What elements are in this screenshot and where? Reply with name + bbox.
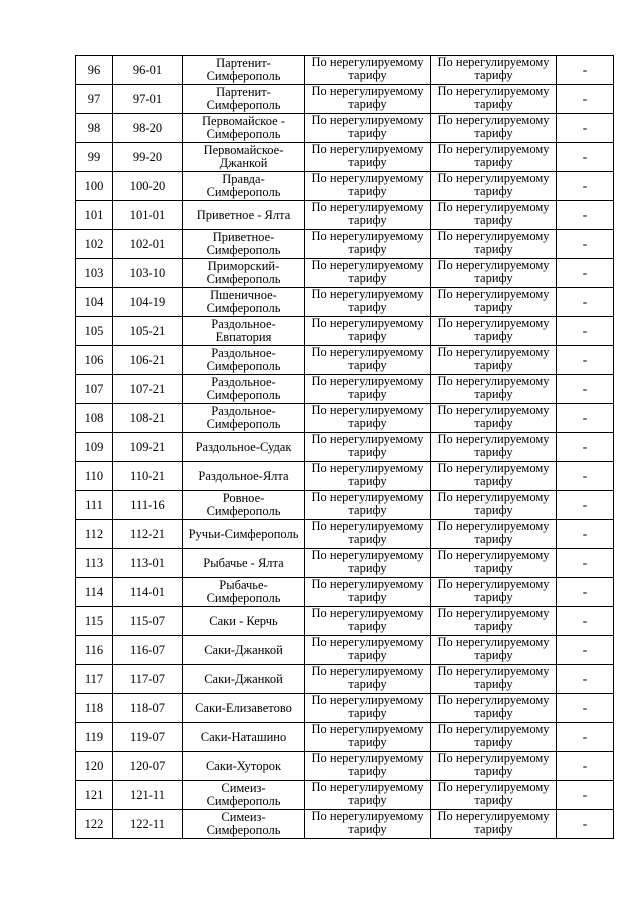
routes-table-body (76, 56, 614, 839)
tariff-2-cell: По нерегулируемому тарифу (431, 694, 557, 723)
route-name-cell: Раздольное- Евпатория (183, 317, 305, 346)
route-name-cell: Саки-Джанкой (183, 636, 305, 665)
route-code-cell: 96-01 (113, 56, 183, 85)
extra-cell: - (557, 56, 614, 85)
route-code-cell: 97-01 (113, 85, 183, 114)
extra-cell: - (557, 172, 614, 201)
route-name-cell: Рыбачье - Ялта (183, 549, 305, 578)
tariff-1-cell: По нерегулируемому тарифу (305, 636, 431, 665)
row-number-cell: 121 (76, 781, 113, 810)
row-number-cell: 96 (76, 56, 113, 85)
tariff-1-cell: По нерегулируемому тарифу (305, 578, 431, 607)
tariff-2-cell: По нерегулируемому тарифу (431, 172, 557, 201)
route-name-cell: Партенит- Симферополь (183, 85, 305, 114)
tariff-2-cell: По нерегулируемому тарифу (431, 636, 557, 665)
tariff-2-cell: По нерегулируемому тарифу (431, 85, 557, 114)
tariff-1-cell: По нерегулируемому тарифу (305, 549, 431, 578)
tariff-1-cell: По нерегулируемому тарифу (305, 114, 431, 143)
tariff-1-cell: По нерегулируемому тарифу (305, 404, 431, 433)
route-name-cell: Приветное- Симферополь (183, 230, 305, 259)
extra-cell: - (557, 375, 614, 404)
table-row (76, 85, 614, 114)
route-name-cell: Саки-Хуторок (183, 752, 305, 781)
route-name-cell: Ровное- Симферополь (183, 491, 305, 520)
table-row (76, 375, 614, 404)
route-name-cell: Раздольное-Судак (183, 433, 305, 462)
tariff-1-cell: По нерегулируемому тарифу (305, 810, 431, 839)
route-name-cell: Первомайское- Джанкой (183, 143, 305, 172)
tariff-2-cell: По нерегулируемому тарифу (431, 404, 557, 433)
extra-cell: - (557, 665, 614, 694)
extra-cell: - (557, 694, 614, 723)
tariff-2-cell: По нерегулируемому тарифу (431, 578, 557, 607)
table-row (76, 201, 614, 230)
row-number-cell: 102 (76, 230, 113, 259)
route-code-cell: 114-01 (113, 578, 183, 607)
route-code-cell: 103-10 (113, 259, 183, 288)
route-name-cell: Первомайское - Симферополь (183, 114, 305, 143)
route-name-cell: Правда- Симферополь (183, 172, 305, 201)
table-row (76, 259, 614, 288)
row-number-cell: 108 (76, 404, 113, 433)
row-number-cell: 105 (76, 317, 113, 346)
route-code-cell: 111-16 (113, 491, 183, 520)
table-row (76, 810, 614, 839)
row-number-cell: 113 (76, 549, 113, 578)
route-code-cell: 117-07 (113, 665, 183, 694)
table-row (76, 404, 614, 433)
tariff-1-cell: По нерегулируемому тарифу (305, 56, 431, 85)
route-name-cell: Партенит- Симферополь (183, 56, 305, 85)
tariff-2-cell: По нерегулируемому тарифу (431, 143, 557, 172)
route-name-cell: Симеиз- Симферополь (183, 810, 305, 839)
tariff-1-cell: По нерегулируемому тарифу (305, 346, 431, 375)
tariff-1-cell: По нерегулируемому тарифу (305, 607, 431, 636)
extra-cell: - (557, 143, 614, 172)
tariff-1-cell: По нерегулируемому тарифу (305, 317, 431, 346)
tariff-2-cell: По нерегулируемому тарифу (431, 723, 557, 752)
table-row (76, 781, 614, 810)
route-code-cell: 108-21 (113, 404, 183, 433)
route-name-cell: Ручьи-Симферополь (183, 520, 305, 549)
extra-cell: - (557, 520, 614, 549)
tariff-1-cell: По нерегулируемому тарифу (305, 259, 431, 288)
tariff-1-cell: По нерегулируемому тарифу (305, 172, 431, 201)
route-code-cell: 115-07 (113, 607, 183, 636)
row-number-cell: 97 (76, 85, 113, 114)
tariff-1-cell: По нерегулируемому тарифу (305, 491, 431, 520)
route-name-cell: Приветное - Ялта (183, 201, 305, 230)
extra-cell: - (557, 433, 614, 462)
routes-table (75, 55, 614, 839)
table-row (76, 491, 614, 520)
table-row (76, 433, 614, 462)
tariff-1-cell: По нерегулируемому тарифу (305, 433, 431, 462)
row-number-cell: 119 (76, 723, 113, 752)
tariff-2-cell: По нерегулируемому тарифу (431, 201, 557, 230)
extra-cell: - (557, 114, 614, 143)
route-name-cell: Саки - Керчь (183, 607, 305, 636)
route-code-cell: 105-21 (113, 317, 183, 346)
tariff-2-cell: По нерегулируемому тарифу (431, 56, 557, 85)
tariff-1-cell: По нерегулируемому тарифу (305, 143, 431, 172)
route-name-cell: Саки-Наташино (183, 723, 305, 752)
table-row (76, 288, 614, 317)
route-name-cell: Приморский- Симферополь (183, 259, 305, 288)
route-code-cell: 122-11 (113, 810, 183, 839)
row-number-cell: 117 (76, 665, 113, 694)
row-number-cell: 103 (76, 259, 113, 288)
table-row (76, 578, 614, 607)
row-number-cell: 114 (76, 578, 113, 607)
tariff-1-cell: По нерегулируемому тарифу (305, 230, 431, 259)
extra-cell: - (557, 723, 614, 752)
row-number-cell: 115 (76, 607, 113, 636)
row-number-cell: 109 (76, 433, 113, 462)
extra-cell: - (557, 810, 614, 839)
row-number-cell: 104 (76, 288, 113, 317)
route-code-cell: 112-21 (113, 520, 183, 549)
row-number-cell: 110 (76, 462, 113, 491)
table-row (76, 143, 614, 172)
table-row (76, 346, 614, 375)
tariff-2-cell: По нерегулируемому тарифу (431, 375, 557, 404)
table-row (76, 230, 614, 259)
table-row (76, 114, 614, 143)
route-code-cell: 99-20 (113, 143, 183, 172)
extra-cell: - (557, 607, 614, 636)
row-number-cell: 111 (76, 491, 113, 520)
tariff-2-cell: По нерегулируемому тарифу (431, 781, 557, 810)
extra-cell: - (557, 346, 614, 375)
row-number-cell: 101 (76, 201, 113, 230)
extra-cell: - (557, 491, 614, 520)
table-row (76, 665, 614, 694)
table-row (76, 694, 614, 723)
extra-cell: - (557, 85, 614, 114)
extra-cell: - (557, 404, 614, 433)
route-name-cell: Рыбачье- Симферополь (183, 578, 305, 607)
extra-cell: - (557, 317, 614, 346)
table-row (76, 607, 614, 636)
route-code-cell: 118-07 (113, 694, 183, 723)
route-code-cell: 100-20 (113, 172, 183, 201)
row-number-cell: 112 (76, 520, 113, 549)
route-name-cell: Раздольное- Симферополь (183, 404, 305, 433)
route-code-cell: 101-01 (113, 201, 183, 230)
tariff-2-cell: По нерегулируемому тарифу (431, 259, 557, 288)
table-row (76, 56, 614, 85)
route-name-cell: Пшеничное- Симферополь (183, 288, 305, 317)
tariff-2-cell: По нерегулируемому тарифу (431, 462, 557, 491)
table-row (76, 462, 614, 491)
route-name-cell: Симеиз- Симферополь (183, 781, 305, 810)
table-row (76, 752, 614, 781)
extra-cell: - (557, 230, 614, 259)
extra-cell: - (557, 752, 614, 781)
extra-cell: - (557, 259, 614, 288)
tariff-1-cell: По нерегулируемому тарифу (305, 85, 431, 114)
extra-cell: - (557, 781, 614, 810)
route-code-cell: 98-20 (113, 114, 183, 143)
extra-cell: - (557, 201, 614, 230)
extra-cell: - (557, 288, 614, 317)
row-number-cell: 106 (76, 346, 113, 375)
tariff-2-cell: По нерегулируемому тарифу (431, 230, 557, 259)
tariff-1-cell: По нерегулируемому тарифу (305, 752, 431, 781)
tariff-2-cell: По нерегулируемому тарифу (431, 549, 557, 578)
route-code-cell: 120-07 (113, 752, 183, 781)
table-row (76, 636, 614, 665)
tariff-1-cell: По нерегулируемому тарифу (305, 694, 431, 723)
table-row (76, 723, 614, 752)
route-code-cell: 113-01 (113, 549, 183, 578)
tariff-1-cell: По нерегулируемому тарифу (305, 462, 431, 491)
row-number-cell: 107 (76, 375, 113, 404)
row-number-cell: 98 (76, 114, 113, 143)
route-name-cell: Раздольное- Симферополь (183, 375, 305, 404)
tariff-2-cell: По нерегулируемому тарифу (431, 491, 557, 520)
tariff-2-cell: По нерегулируемому тарифу (431, 752, 557, 781)
row-number-cell: 100 (76, 172, 113, 201)
route-code-cell: 104-19 (113, 288, 183, 317)
route-code-cell: 107-21 (113, 375, 183, 404)
extra-cell: - (557, 578, 614, 607)
tariff-2-cell: По нерегулируемому тарифу (431, 810, 557, 839)
route-code-cell: 106-21 (113, 346, 183, 375)
extra-cell: - (557, 549, 614, 578)
tariff-1-cell: По нерегулируемому тарифу (305, 665, 431, 694)
tariff-1-cell: По нерегулируемому тарифу (305, 375, 431, 404)
table-row (76, 172, 614, 201)
row-number-cell: 116 (76, 636, 113, 665)
route-code-cell: 116-07 (113, 636, 183, 665)
route-name-cell: Раздольное- Симферополь (183, 346, 305, 375)
route-code-cell: 109-21 (113, 433, 183, 462)
tariff-1-cell: По нерегулируемому тарифу (305, 288, 431, 317)
route-code-cell: 102-01 (113, 230, 183, 259)
tariff-1-cell: По нерегулируемому тарифу (305, 723, 431, 752)
extra-cell: - (557, 462, 614, 491)
tariff-1-cell: По нерегулируемому тарифу (305, 201, 431, 230)
table-row (76, 520, 614, 549)
route-code-cell: 119-07 (113, 723, 183, 752)
row-number-cell: 99 (76, 143, 113, 172)
tariff-2-cell: По нерегулируемому тарифу (431, 346, 557, 375)
route-name-cell: Саки-Джанкой (183, 665, 305, 694)
tariff-2-cell: По нерегулируемому тарифу (431, 520, 557, 549)
tariff-2-cell: По нерегулируемому тарифу (431, 114, 557, 143)
tariff-1-cell: По нерегулируемому тарифу (305, 781, 431, 810)
table-row (76, 317, 614, 346)
tariff-2-cell: По нерегулируемому тарифу (431, 665, 557, 694)
table-row (76, 549, 614, 578)
tariff-2-cell: По нерегулируемому тарифу (431, 288, 557, 317)
route-code-cell: 121-11 (113, 781, 183, 810)
row-number-cell: 120 (76, 752, 113, 781)
tariff-1-cell: По нерегулируемому тарифу (305, 520, 431, 549)
tariff-2-cell: По нерегулируемому тарифу (431, 433, 557, 462)
route-name-cell: Саки-Елизаветово (183, 694, 305, 723)
tariff-2-cell: По нерегулируемому тарифу (431, 607, 557, 636)
extra-cell: - (557, 636, 614, 665)
row-number-cell: 118 (76, 694, 113, 723)
row-number-cell: 122 (76, 810, 113, 839)
tariff-2-cell: По нерегулируемому тарифу (431, 317, 557, 346)
route-name-cell: Раздольное-Ялта (183, 462, 305, 491)
route-code-cell: 110-21 (113, 462, 183, 491)
